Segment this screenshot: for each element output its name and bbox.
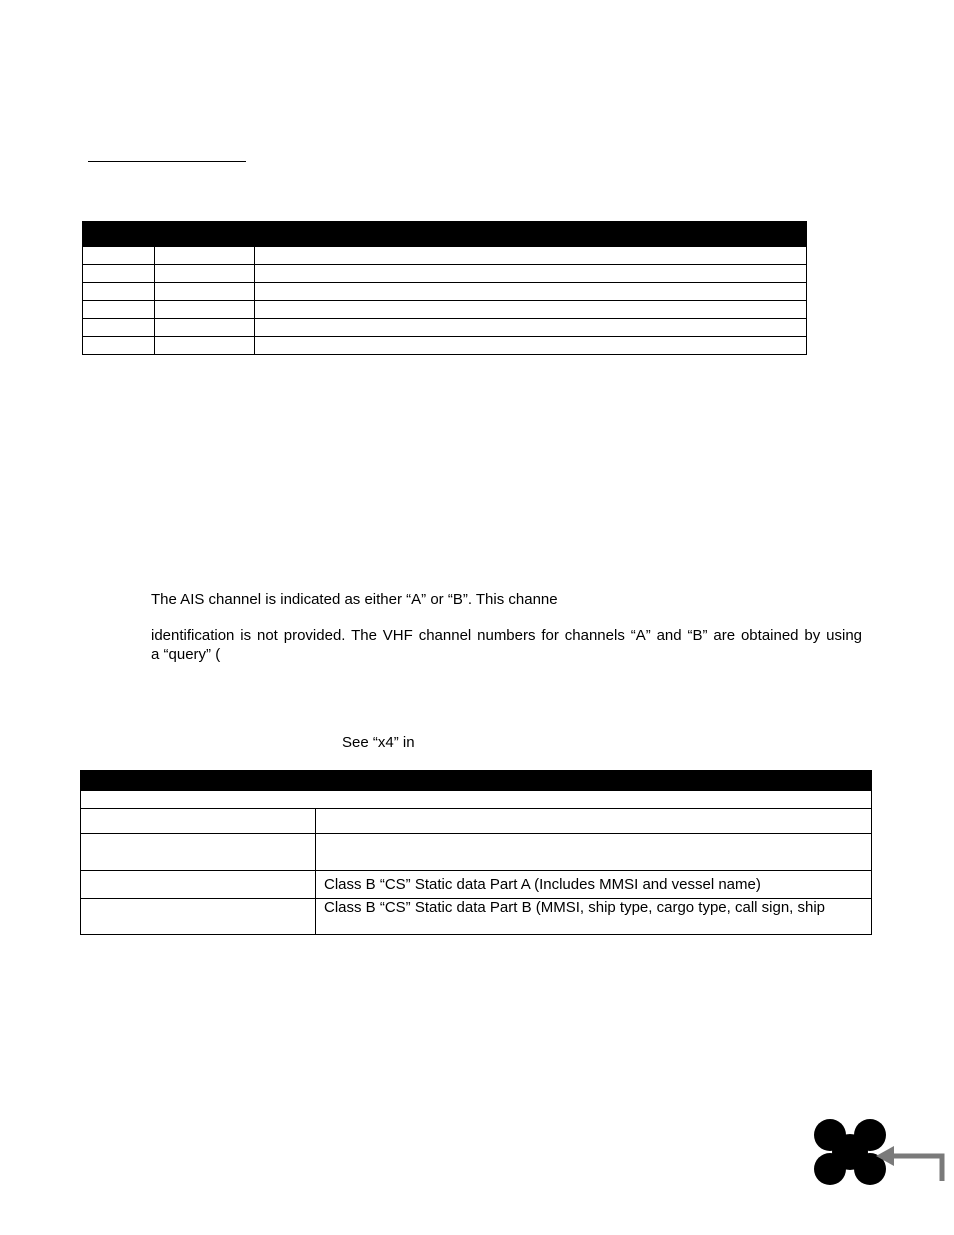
table-row <box>83 301 807 319</box>
paragraph-line: identification is not provided. The VHF channel numbers for channels “A” and “B” are obtained by using <box>151 627 862 644</box>
table-cell-code <box>81 899 316 935</box>
table-cell-description: Class B “CS” Static data Part A (Includes MMSI and vessel name) <box>316 871 872 899</box>
paragraph-line: The AIS channel is indicated as either “A” or “B”. This channe <box>151 591 558 608</box>
heading-underline <box>88 161 246 162</box>
see-reference-text: See “x4” in <box>342 734 415 751</box>
table-header-row <box>83 222 807 247</box>
table-cell-description: Class B “CS” Static data Part B (MMSI, ship type, cargo type, call sign, ship <box>316 899 872 935</box>
table-row <box>83 283 807 301</box>
message-type-table <box>80 770 872 935</box>
table-row <box>83 337 807 355</box>
table-row <box>83 265 807 283</box>
table-row <box>81 899 872 935</box>
table-row <box>81 871 872 899</box>
cross-logo-icon <box>808 1113 948 1191</box>
table-cell-description <box>316 809 872 834</box>
table-cell-code <box>81 809 316 834</box>
table-cell-code <box>81 834 316 871</box>
table-row <box>81 809 872 834</box>
sentence-format-table <box>82 221 807 355</box>
table-cell-code <box>81 871 316 899</box>
table-cell-description <box>316 834 872 871</box>
table-row <box>83 247 807 265</box>
table-row <box>81 834 872 871</box>
table-row <box>83 319 807 337</box>
table-subheader-row <box>81 791 872 809</box>
paragraph-line: a “query” ( <box>151 646 221 663</box>
table-header-row <box>81 771 872 791</box>
